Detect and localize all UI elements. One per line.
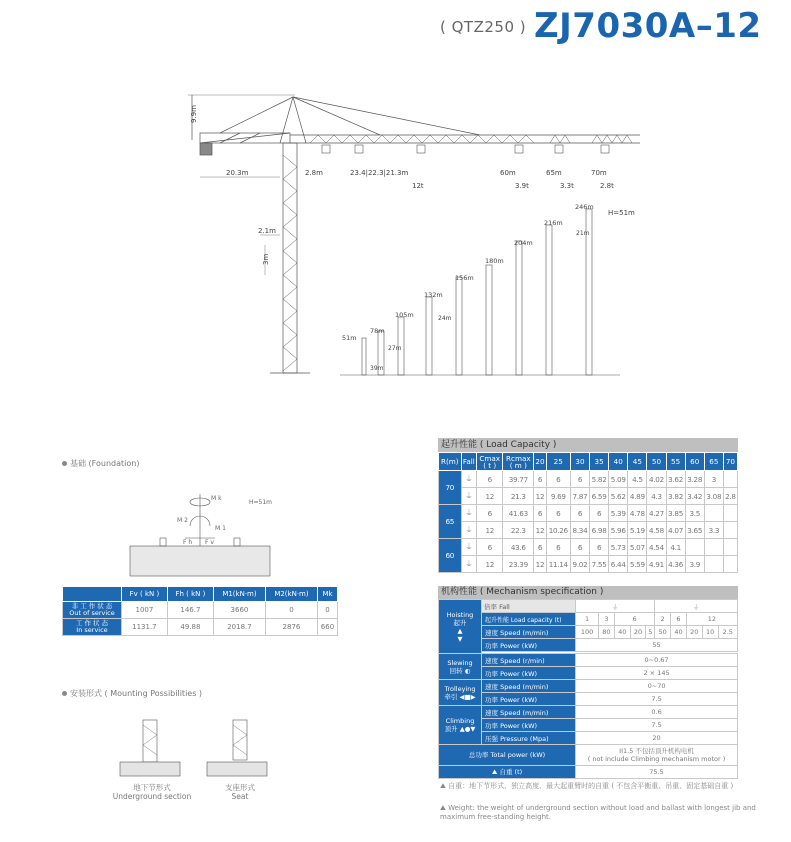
seg-label: 27m <box>388 345 402 352</box>
bullet-icon <box>62 461 67 466</box>
height-label: 246m <box>575 203 594 211</box>
fh-label: F h <box>183 539 193 546</box>
load-capacity-title: 起升性能 ( Load Capacity ) <box>438 438 738 452</box>
note-en: ⛰ Weight: the weight of underground section without load and ballast with longest jib and maximum free-standing height. <box>440 804 756 821</box>
mast-seg-label: 3m <box>262 253 270 265</box>
table-row: ⏚ 12 23.39 12 11.14 9.02 7.55 6.44 5.59 4.91 4.36 3.9 <box>439 556 738 573</box>
load-33-label: 3.3t <box>560 182 574 190</box>
h-label: H=51m <box>249 499 273 506</box>
table-row: ⏚ 12 21.3 12 9.69 7.87 6.59 5.62 4.89 4.3 3.82 3.42 3.08 2.8 <box>439 488 738 505</box>
r60-label: 60m <box>500 169 516 177</box>
underground-caption: 地下节形式 Underground section <box>112 783 192 801</box>
height-label: 156m <box>455 274 474 282</box>
table-row: 65 ⏚ 6 41.63 6 6 6 6 5.39 4.78 4.27 3.85 3.5 <box>439 505 738 522</box>
hook-icon: ⏚ <box>461 556 477 573</box>
model-title: ZJ7030A–12 <box>534 6 762 46</box>
m2-label: M 2 <box>177 517 188 524</box>
fall-6-icon: ⏚ <box>576 600 655 613</box>
hook-icon: ⏚ <box>461 505 477 522</box>
height-label: 132m <box>424 291 443 299</box>
seg-label: 21m <box>576 230 590 237</box>
weight-icon: ⛰ <box>440 782 449 790</box>
foundation-diagram <box>125 488 275 578</box>
note-cn: ⛰ 自重：地下节形式、独立高度、最大起重臂时的自重 ( 不包含平衡重、吊重、固定基础自重 ) <box>440 782 734 790</box>
mechanism-table: Hoisting 起升 ▲ ▼ 倍率 Fall ⏚ ⏚ 起升性能 Load capacity (t) 1 3 6 2 6 12 速度 Speed (m/min) 100 80 40 20 5 50 40 20 10 2.5 功率 Power (kW) 55 Slewing 回转 ◐ 速度 Speed (r/min) 0~0.67 功率 Power (kW) 2 × 145 Trolleying 牵引 ◀■▶ 速度 Speed (m/min) 0~70 功率 Power (kW) 7.5 Climbing 顶升 ▲●▼ 速度 Speed (m/min) 0.6 功率 Power (kW) 7.5 压强 Pressure (Mpa) 20 总功率 Total power (kW) II1.5 不包括顶升机构电机 ( not include Climbing mechanism motor ) ⛰ 自重 (t) 75.5 <box>438 599 738 779</box>
mast-section-label: 2.1m <box>258 227 276 235</box>
height-label: 78m <box>370 327 385 335</box>
col-header: M1(kN·m) <box>213 587 265 602</box>
height-label: 180m <box>485 257 504 265</box>
col-header: Fv ( kN ) <box>122 587 168 602</box>
mechanism-title: 机构性能 ( Mechanism specification ) <box>438 586 738 599</box>
min-radius-label: 2.8m <box>305 169 323 177</box>
fv-label: F v <box>205 539 214 546</box>
crane-diagram <box>180 85 650 385</box>
height-label: 204m <box>514 239 533 247</box>
col-header: M2(kN·m) <box>265 587 317 602</box>
table-row: 60 ⏚ 6 43.6 6 6 6 6 5.73 5.07 4.54 4.1 <box>439 539 738 556</box>
bullet-icon <box>62 691 67 696</box>
hook-icon: ⏚ <box>461 471 477 488</box>
load-capacity-table: R(m) Fall Cmax ( t ) Rcmax ( m ) 20 25 30 35 40 45 50 55 60 65 70 70 ⏚ 6 39.77 6 6 6 5.82 5.09 4.5 4.02 3.62 3.28 3 ⏚ 12 21.3 12 9.69 7.87 6.59 5.62 4.89 4.3 3.82 3.42 3.08 2.8 65 ⏚ 6 41.63 6 6 6 6 5.39 4.78 4.27 3.85 3.5 ⏚ 12 22.3 12 10.26 8.34 6.98 5.96 5.19 4.58 4.07 3.65 3.3 60 ⏚ 6 43.6 6 6 6 6 5.73 5.07 4.54 4.1 ⏚ 12 23.39 12 11.14 9.02 7.55 6.44 5.59 4.91 4.36 3.9 <box>438 452 738 573</box>
mk-label: M k <box>211 495 222 502</box>
foundation-heading: 基础 (Foundation) <box>62 458 139 469</box>
height-label: 105m <box>395 311 414 319</box>
height-label: 51m <box>342 334 357 342</box>
load-12t-label: 12t <box>412 182 424 190</box>
mounting-heading: 安装形式 ( Mounting Possibilities ) <box>62 688 202 699</box>
height-label: 216m <box>544 219 563 227</box>
r70-label: 70m <box>591 169 607 177</box>
radii-label: 23.4|22.3|21.3m <box>350 169 409 177</box>
weight-icon: ⛰ <box>491 768 498 776</box>
mounting-diagram <box>115 715 295 780</box>
hook-icon: ⏚ <box>461 539 477 556</box>
hook-icon: ⏚ <box>461 488 477 505</box>
load-39-label: 3.9t <box>515 182 529 190</box>
h-51m-label: H=51m <box>608 209 635 217</box>
table-row: 工 作 状 态 In service 1131.7 49.88 2018.7 2876 660 <box>63 619 338 636</box>
model-code: ( QTZ250 ) <box>440 18 527 36</box>
height-top-label: 9.9m <box>190 105 198 123</box>
seat-caption: 支座形式 Seat <box>225 783 255 801</box>
counter-jib-label: 20.3m <box>226 169 249 177</box>
load-28-label: 2.8t <box>600 182 614 190</box>
m1-label: M 1 <box>215 525 226 532</box>
table-row: ⏚ 12 22.3 12 10.26 8.34 6.98 5.96 5.19 4.58 4.07 3.65 3.3 <box>439 522 738 539</box>
weight-icon: ⛰ <box>440 804 449 812</box>
r65-label: 65m <box>546 169 562 177</box>
hook-icon: ⏚ <box>461 522 477 539</box>
foundation-table <box>62 586 338 636</box>
fall-12-icon: ⏚ <box>655 600 738 613</box>
table-row: 非 工 作 状 态 Out of service 1007 146.7 3660 0 0 <box>63 602 338 619</box>
seg-label: 39m <box>370 365 384 372</box>
col-header: Fh ( kN ) <box>167 587 213 602</box>
col-header: Mk <box>317 587 337 602</box>
seg-label: 24m <box>438 315 452 322</box>
table-row: 70 ⏚ 6 39.77 6 6 6 5.82 5.09 4.5 4.02 3.62 3.28 3 <box>439 471 738 488</box>
